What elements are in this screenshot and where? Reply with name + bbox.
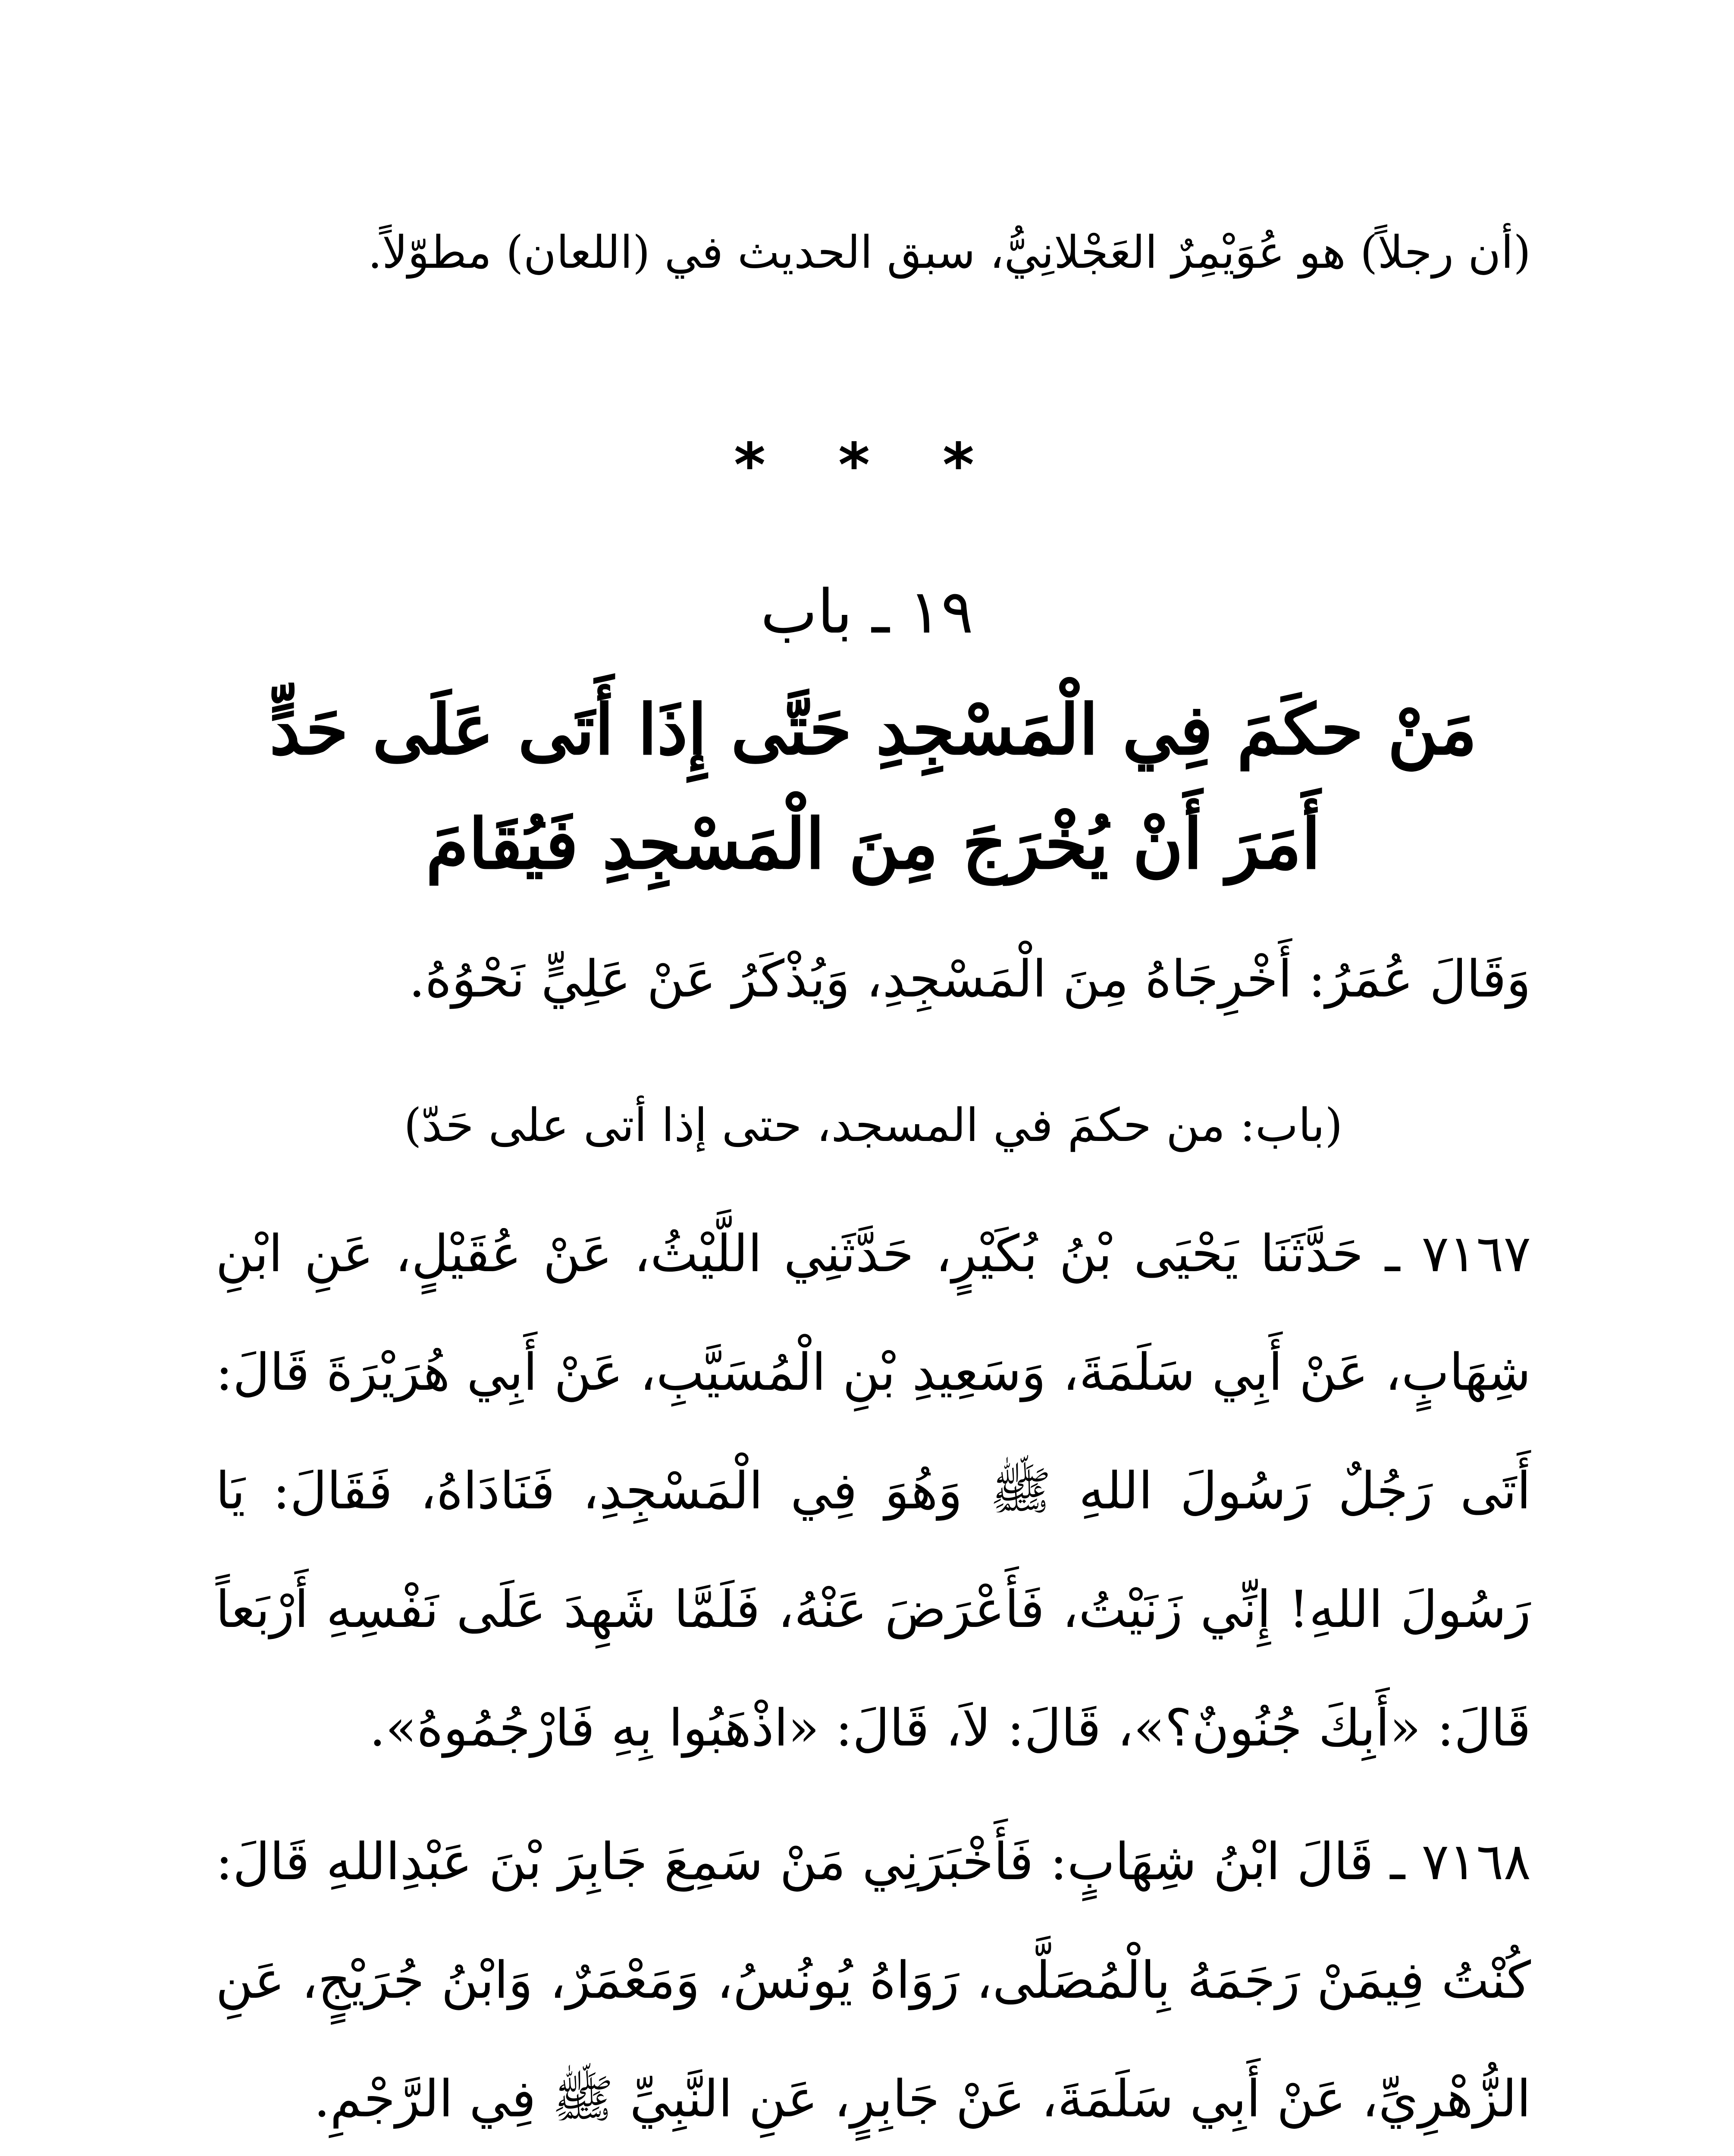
chapter-quote: وَقَالَ عُمَرُ: أَخْرِجَاهُ مِنَ الْمَسْجِدِ، وَيُذْكَرُ عَنْ عَلِيٍّ نَحْوُهُ. [408, 949, 1531, 1009]
chapter-title: مَنْ حكَمَ فِي الْمَسْجِدِ حَتَّى إِذَا أَتَى عَلَى حَدٍّ أَمَرَ أَنْ يُخْرَجَ مِنَ الْمَسْجِدِ فَيُقَامَ [269, 689, 1477, 884]
bab-caption: (باب: من حكمَ في المسجد، حتى إذا أتى على حَدّ) [404, 1099, 1343, 1152]
top-footnote: (أن رجلاً) هو عُوَيْمِرٌ العَجْلانِيُّ، سبق الحديث في (اللعان) مطوّلاً. [368, 226, 1531, 279]
chapter-number: ١٩ ـ باب [760, 577, 974, 647]
section-separator: * * * [734, 430, 1000, 501]
hadith-7168: ٧١٦٨ ـ قَالَ ابْنُ شِهَابٍ: فَأَخْبَرَنِي مَنْ سَمِعَ جَابِرَ بْنَ عَبْدِاللهِ قَالَ: كُنْتُ فِيمَنْ رَجَمَهُ بِالْمُصَلَّى، رَوَاهُ يُونُسُ، وَمَعْمَرٌ، وَابْنُ جُرَيْجٍ، عَنِ الزُّهْرِيِّ، عَنْ أَبِي سَلَمَةَ، عَنْ جَابِرٍ، عَنِ النَّبِيِّ ﷺ فِي الرَّجْمِ. [216, 1832, 1531, 2128]
hadith-7167: ٧١٦٧ ـ حَدَّثَنَا يَحْيَى بْنُ بُكَيْرٍ، حَدَّثَنِي اللَّيْثُ، عَنْ عُقَيْلٍ، عَنِ ابْنِ شِهَابٍ، عَنْ أَبِي سَلَمَةَ، وَسَعِيدِ بْنِ الْمُسَيَّبِ، عَنْ أَبِي هُرَيْرَةَ قَالَ: أَتَى رَجُلٌ رَسُولَ اللهِ ﷺ وَهُوَ فِي الْمَسْجِدِ، فَنَادَاهُ، فَقَالَ: يَا رَسُولَ اللهِ! إِنِّي زَنَيْتُ، فَأَعْرَضَ عَنْهُ، فَلَمَّا شَهِدَ عَلَى نَفْسِهِ أَرْبَعاً قَالَ: «أَبِكَ جُنُونٌ؟»، قَالَ: لاَ، قَالَ: «اذْهَبُوا بِهِ فَارْجُمُوهُ». [216, 1224, 1531, 1758]
